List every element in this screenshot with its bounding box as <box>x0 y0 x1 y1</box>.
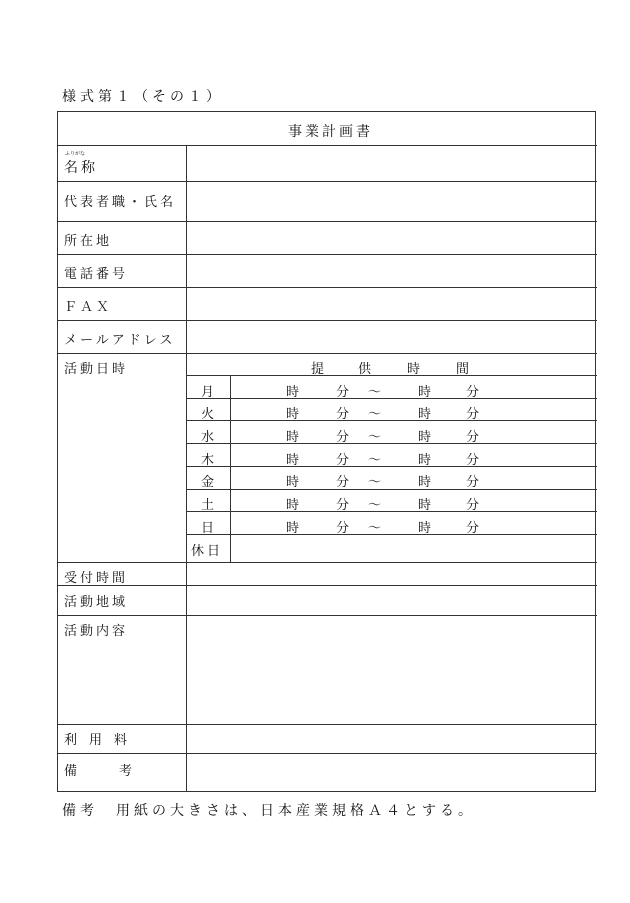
end-hour-label: 時 <box>418 407 435 422</box>
start-hour-label: 時 <box>286 407 303 422</box>
range-symbol: ～ <box>368 385 385 400</box>
start-minute-label: 分 <box>336 430 353 445</box>
weekday-label: 日 <box>201 521 218 536</box>
end-minute-label: 分 <box>466 498 483 513</box>
end-minute-label: 分 <box>466 521 483 536</box>
label-fee: 利用料 <box>64 733 140 748</box>
start-hour-label: 時 <box>286 521 303 536</box>
weekday-label: 木 <box>201 453 218 468</box>
label-name: 名称 <box>64 160 98 176</box>
range-symbol: ～ <box>368 521 385 536</box>
start-minute-label: 分 <box>336 498 353 513</box>
start-minute-label: 分 <box>336 385 353 400</box>
label-activity-content: 活動内容 <box>64 624 129 639</box>
label-phone: 電話番号 <box>64 267 129 282</box>
name-furigana: ふりがな <box>65 151 86 157</box>
form-title: 事業計画書 <box>288 124 373 140</box>
end-hour-label: 時 <box>418 498 435 513</box>
end-hour-label: 時 <box>418 453 435 468</box>
label-email: メールアドレス <box>64 333 176 348</box>
weekday-label: 金 <box>201 475 218 490</box>
schedule-header-4: 間 <box>456 362 470 377</box>
end-minute-label: 分 <box>466 430 483 445</box>
end-hour-label: 時 <box>418 475 435 490</box>
schedule-header-3: 時 <box>407 362 421 377</box>
business-plan-table <box>57 111 596 792</box>
end-minute-label: 分 <box>466 475 483 490</box>
weekday-label: 土 <box>201 498 218 513</box>
range-symbol: ～ <box>368 407 385 422</box>
end-minute-label: 分 <box>466 407 483 422</box>
weekday-label: 月 <box>201 385 218 400</box>
label-remarks: 備考 <box>64 764 175 779</box>
end-hour-label: 時 <box>418 430 435 445</box>
range-symbol: ～ <box>368 498 385 513</box>
end-hour-label: 時 <box>418 385 435 400</box>
schedule-header-2: 供 <box>358 362 372 377</box>
form-number: 様式第１（その１） <box>62 89 224 105</box>
range-symbol: ～ <box>368 453 385 468</box>
label-activity-datetime: 活動日時 <box>64 362 129 377</box>
start-minute-label: 分 <box>336 521 353 536</box>
start-hour-label: 時 <box>286 430 303 445</box>
start-minute-label: 分 <box>336 453 353 468</box>
label-reception-hours: 受付時間 <box>64 571 129 586</box>
end-minute-label: 分 <box>466 453 483 468</box>
start-minute-label: 分 <box>336 407 353 422</box>
start-minute-label: 分 <box>336 475 353 490</box>
label-address: 所在地 <box>64 234 113 249</box>
label-activity-area: 活動地域 <box>64 595 129 610</box>
start-hour-label: 時 <box>286 453 303 468</box>
range-symbol: ～ <box>368 430 385 445</box>
start-hour-label: 時 <box>286 385 303 400</box>
start-hour-label: 時 <box>286 475 303 490</box>
end-minute-label: 分 <box>466 385 483 400</box>
weekday-label: 火 <box>201 407 218 422</box>
start-hour-label: 時 <box>286 498 303 513</box>
label-holiday: 休日 <box>191 544 224 559</box>
label-fax: ＦＡＸ <box>64 300 113 315</box>
footer-note: 備考 用紙の大きさは、日本産業規格Ａ４とする。 <box>62 803 476 819</box>
schedule-header-1: 提 <box>311 362 325 377</box>
end-hour-label: 時 <box>418 521 435 536</box>
weekday-label: 水 <box>201 430 218 445</box>
label-representative: 代表者職・氏名 <box>64 195 177 210</box>
range-symbol: ～ <box>368 475 385 490</box>
